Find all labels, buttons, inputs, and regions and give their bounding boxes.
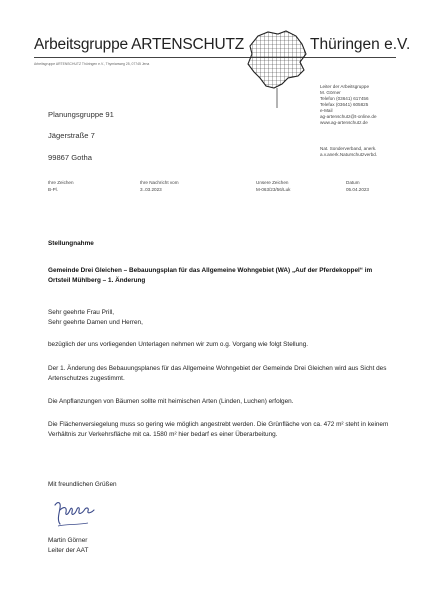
recipient-city: 99867 Gotha [48,153,92,162]
ref-value-your-sign: B-Pl. [48,187,58,192]
ref-value-our-sign: M-063/23/56/Luk [256,187,291,192]
ref-header-date: Datum [346,180,360,185]
org-region: Thüringen e.V. [310,36,411,53]
contact-block [320,84,377,126]
paragraph: Die Flächenversiegelung muss so gering wie möglich angestrebt werden. Die Grünfläche von ca. 472 m² steht in keinem Verhältnis zur Verkehrsfläche mit ca. 1580 m² hier bedarf es einer Überarbeitung. [48,421,389,438]
paragraph: Die Anpflanzungen von Bäumen sollte mit heimischen Arten (Linden, Luchen) erfolgen. [48,398,294,405]
header-rule [34,57,396,58]
letter-subject: Gemeinde Drei Gleichen – Bebauungsplan für das Allgemeine Wohngebiet (WA) „Auf der Pferdekoppel“ im Ortsteil Mühlberg – 1. Änderung [48,267,373,284]
contact-line: Telefax (03641) 605825 [320,102,369,107]
ref-value-date: 05.04.2023 [346,187,369,192]
signatory-role: Leiter der AAT [48,547,89,554]
ref-header-our-sign: Unsere Zeichen [256,180,289,185]
contact-line: e-Mail [320,108,333,113]
association-line: a.v.anerk.Naturschutzverbd. [320,152,378,157]
contact-line: Leiter der Arbeitsgruppe [320,84,370,89]
ref-value-your-message: 3..03.2023 [140,187,162,192]
signature-icon [52,498,96,528]
paragraph: Der 1. Änderung des Bebauungsplanes für das Allgemeine Wohngebiet der Gemeinde Drei Gleichen wird aus Sicht des Artenschutzes zugestimmt. [48,365,387,382]
closing: Mit freundlichen Grüßen [48,481,117,488]
contact-line: ag-artenschutz@t-online.de [320,114,377,119]
ref-header-your-sign: Ihre Zeichen [48,180,74,185]
salutation: Sehr geehrte Frau Prill, [48,309,115,316]
letter-title: Stellungnahme [48,240,94,247]
contact-line: Telefon (03641) 617456 [320,96,369,101]
signatory-name: Martin Görner [48,537,88,544]
contact-line: www.ag-artenschutz.de [320,120,368,125]
recipient-name: Planungsgruppe 91 [48,110,114,119]
contact-line: M. Görner [320,90,341,95]
thuringia-map-logo-icon [244,28,310,110]
sender-address-line: Arbeitsgruppe ARTENSCHUTZ Thüringen e.V., Thymianweg 25, 07745 Jena [34,62,150,66]
recipient-street: Jägerstraße 7 [48,131,95,140]
association-note [320,146,377,158]
salutation: Sehr geehrte Damen und Herren, [48,319,143,326]
paragraph: bezüglich der uns vorliegenden Unterlagen nehmen wir zum o.g. Vorgang wie folgt Stellung. [48,341,309,348]
org-name: Arbeitsgruppe ARTENSCHUTZ [34,36,245,53]
ref-header-your-message: Ihre Nachricht vom [140,180,179,185]
association-line: Nat. Sonderverband, anerk. [320,146,377,151]
